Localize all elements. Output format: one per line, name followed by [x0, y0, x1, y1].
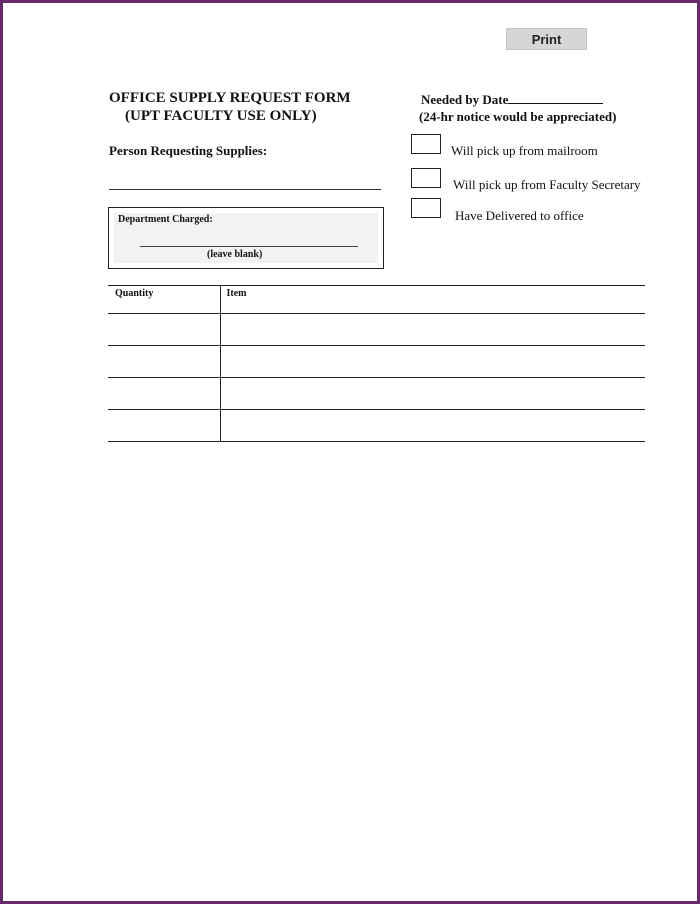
quantity-cell[interactable] [108, 346, 220, 378]
supply-items-table [108, 285, 645, 442]
person-requesting-label: Person Requesting Supplies: [109, 143, 268, 158]
option-faculty-secretary-checkbox[interactable] [411, 168, 441, 188]
needed-by-date [421, 91, 603, 108]
item-cell[interactable] [220, 378, 645, 410]
table-row [108, 314, 645, 346]
department-charged-label: Department Charged: [118, 214, 213, 225]
option-delivered-checkbox[interactable] [411, 198, 441, 218]
table-header-row [108, 286, 645, 314]
quantity-header: Quantity [108, 286, 220, 314]
quantity-cell[interactable] [108, 314, 220, 346]
department-blank-note: (leave blank) [207, 249, 263, 260]
item-cell[interactable] [220, 314, 645, 346]
needed-by-label: Needed by Date [421, 92, 509, 107]
table-row [108, 410, 645, 442]
department-charged-line [140, 246, 358, 247]
option-mailroom-checkbox[interactable] [411, 134, 441, 154]
person-requesting-field[interactable] [109, 189, 381, 190]
option-faculty-secretary-label: Will pick up from Faculty Secretary [453, 177, 641, 192]
option-mailroom-label: Will pick up from mailroom [451, 143, 598, 158]
option-delivered-label: Have Delivered to office [455, 208, 584, 223]
quantity-cell[interactable] [108, 410, 220, 442]
item-cell[interactable] [220, 346, 645, 378]
form-subtitle: (UPT FACULTY USE ONLY) [125, 108, 317, 124]
notice-text: (24-hr notice would be appreciated) [419, 109, 617, 124]
item-header: Item [220, 286, 645, 314]
table-row [108, 378, 645, 410]
department-charged-box [108, 207, 384, 269]
quantity-cell[interactable] [108, 378, 220, 410]
table-row [108, 346, 645, 378]
form-title: OFFICE SUPPLY REQUEST FORM [109, 90, 351, 106]
item-cell[interactable] [220, 410, 645, 442]
print-button[interactable]: Print [506, 28, 587, 50]
needed-by-date-field[interactable] [508, 91, 603, 104]
